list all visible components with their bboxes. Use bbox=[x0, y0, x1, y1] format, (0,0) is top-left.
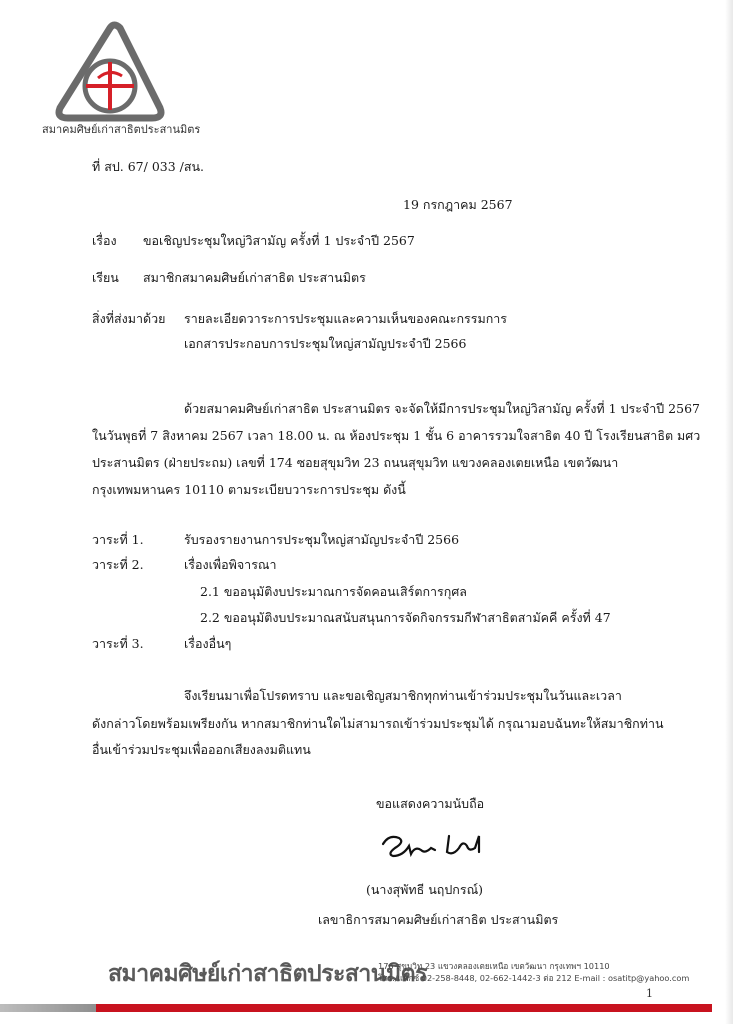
body-line: ประสานมิตร (ฝ่ายประถม) เลขที่ 174 ซอยสุขุมวิท 23 ถนนสุขุมวิท แขวงคลองเตยเหนือ เขตวัฒนา bbox=[92, 455, 619, 470]
subject-label: เรื่อง bbox=[92, 233, 117, 248]
recipient-label: เรียน bbox=[92, 270, 119, 285]
enclosure-label: สิ่งที่ส่งมาด้วย bbox=[92, 311, 166, 326]
agenda-item: รับรองรายงานการประชุมใหญ่สามัญประจำปี 2566 bbox=[184, 532, 460, 547]
signature-icon bbox=[375, 826, 495, 866]
closing-line: จึงเรียนมาเพื่อโปรดทราบ และขอเชิญสมาชิกทุกท่านเข้าร่วมประชุมในวันและเวลา bbox=[184, 688, 622, 703]
sign-off: ขอแสดงความนับถือ bbox=[376, 796, 485, 811]
signer-name: (นางสุพัทธี นฤปกรณ์) bbox=[366, 882, 484, 897]
footer-address: 176 สุขุมวิท 23 แขวงคลองเตยเหนือ เขตวัฒนา กรุงเทพฯ 10110 bbox=[378, 961, 610, 971]
body-line: กรุงเทพมหานคร 10110 ตามระเบียบวาระการประชุม ดังนี้ bbox=[92, 482, 406, 497]
page-edge-shadow bbox=[725, 0, 733, 1024]
footer-gray-bar bbox=[0, 1004, 96, 1012]
agenda-label: วาระที่ 3. bbox=[92, 636, 144, 651]
agenda-label: วาระที่ 1. bbox=[92, 532, 144, 547]
footer-red-bar bbox=[96, 1004, 712, 1012]
body-line: ด้วยสมาคมศิษย์เก่าสาธิต ประสานมิตร จะจัดให้มีการประชุมใหญ่วิสามัญ ครั้งที่ 1 ประจำปี 2567 bbox=[184, 401, 700, 416]
agenda-item: เรื่องเพื่อพิจารณา bbox=[184, 557, 277, 572]
reference-number: ที่ สป. 67/ 033 /สน. bbox=[92, 159, 205, 174]
recipient-text: สมาชิกสมาคมศิษย์เก่าสาธิต ประสานมิตร bbox=[143, 270, 366, 285]
agenda-item: เรื่องอื่นๆ bbox=[184, 636, 232, 651]
enclosure-item: รายละเอียดวาระการประชุมและความเห็นของคณะกรรมการ bbox=[184, 311, 507, 326]
agenda-subitem: 2.2 ขออนุมัติงบประมาณสนับสนุนการจัดกิจกรรมกีฬาสาธิตสามัคคี ครั้งที่ 47 bbox=[200, 610, 611, 625]
closing-line: อื่นเข้าร่วมประชุมเพื่อออกเสียงลงมติแทน bbox=[92, 742, 311, 757]
body-line: ในวันพุธที่ 7 สิงหาคม 2567 เวลา 18.00 น. ณ ห้องประชุม 1 ชั้น 6 อาคารรวมใจสาธิต 40 ปี โรงเรียนสาธิต มศว bbox=[92, 428, 701, 443]
enclosure-item: เอกสารประกอบการประชุมใหญ่สามัญประจำปี 2566 bbox=[184, 336, 467, 351]
agenda-subitem: 2.1 ขออนุมัติงบประมาณการจัดคอนเสิร์ตการกุศล bbox=[200, 584, 467, 599]
agenda-label: วาระที่ 2. bbox=[92, 557, 144, 572]
letter-date: 19 กรกฎาคม 2567 bbox=[403, 197, 513, 212]
closing-line: ดังกล่าวโดยพร้อมเพรียงกัน หากสมาชิกท่านใดไม่สามารถเข้าร่วมประชุมได้ กรุณามอบฉันทะให้สมาชิกท่าน bbox=[92, 716, 664, 731]
footer-contact: โทร./แฟ็กซ์ 02-258-8448, 02-662-1442-3 ต่อ 212 E-mail : osatitp@yahoo.com bbox=[378, 973, 690, 983]
footer-address-block bbox=[378, 960, 689, 984]
subject-text: ขอเชิญประชุมใหญ่วิสามัญ ครั้งที่ 1 ประจำปี 2567 bbox=[143, 233, 415, 248]
logo-text: สมาคมศิษย์เก่าสาธิตประสานมิตร bbox=[42, 123, 201, 136]
footer-association-name: สมาคมศิษย์เก่าสาธิตประสานมิตร bbox=[108, 961, 427, 987]
signer-title: เลขาธิการสมาคมศิษย์เก่าสาธิต ประสานมิตร bbox=[318, 912, 559, 927]
page-number: 1 bbox=[646, 987, 653, 1000]
